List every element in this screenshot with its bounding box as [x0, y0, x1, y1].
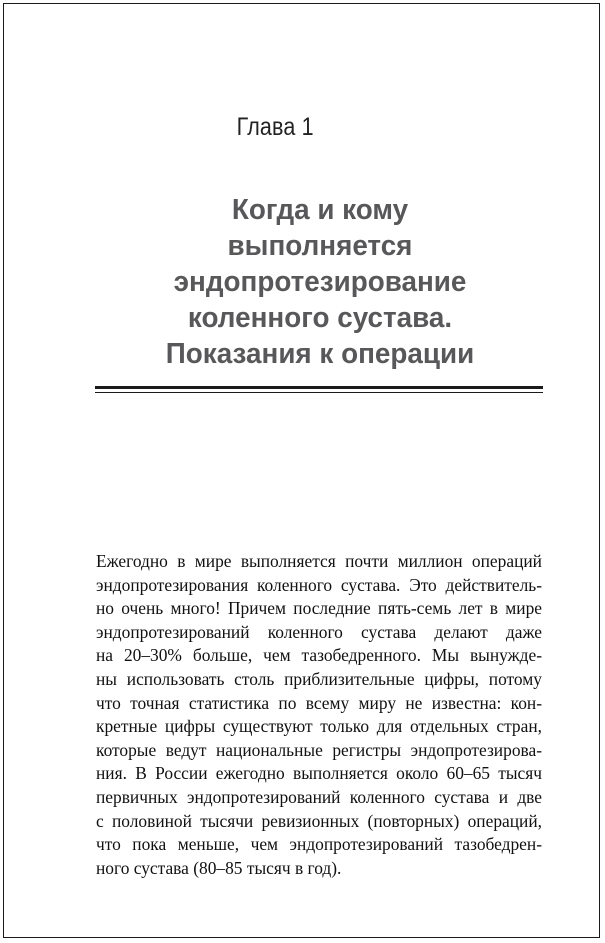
chapter-label: Глава 1	[236, 113, 314, 141]
chapter-title	[61, 192, 579, 372]
paragraph-line: ния. В России ежегодно выполняется около 60–65 тысяч	[96, 763, 542, 784]
paragraph-line: что пока меньше, чем эндопротезирований тазобедрен-	[96, 834, 542, 855]
body-paragraph	[96, 550, 542, 880]
paragraph-line: первичных эндопротезирований коленного сустава и две	[96, 786, 542, 807]
chapter-title-line: коленного сустава.	[187, 302, 453, 334]
chapter-title-line: эндопротезирование	[173, 266, 467, 298]
paragraph-line: Ежегодно в мире выполняется почти миллион операций	[96, 551, 542, 571]
paragraph-line: ны использовать столь приблизительные цифры, потому	[96, 668, 542, 689]
paragraph-line: эндопротезирования коленного сустава. Это действитель-	[96, 574, 542, 595]
paragraph-line: с половиной тысячи ревизионных (повторных) операций,	[96, 810, 542, 831]
title-divider-thin	[95, 392, 543, 393]
paragraph-line: кретные цифры существуют только для отдельных стран,	[96, 716, 542, 737]
paragraph-line: но очень много! Причем последние пять-семь лет в мире	[96, 598, 542, 619]
chapter-title-line: Показания к операции	[165, 338, 475, 370]
paragraph-line: которые ведут национальные регистры эндопротезирова-	[96, 739, 542, 760]
chapter-title-line: Когда и кому	[231, 194, 409, 226]
chapter-title-line: выполняется	[227, 230, 413, 262]
paragraph-line: что точная статистика по всему миру не известна: кон-	[96, 692, 542, 713]
paragraph-line: ного сустава (80–85 тысяч в год).	[96, 857, 342, 878]
title-divider-thick	[95, 386, 543, 389]
paragraph-line: эндопротезирований коленного сустава делают даже	[96, 621, 542, 642]
paragraph-line: на 20–30% больше, чем тазобедренного. Мы вынужде-	[96, 645, 542, 666]
